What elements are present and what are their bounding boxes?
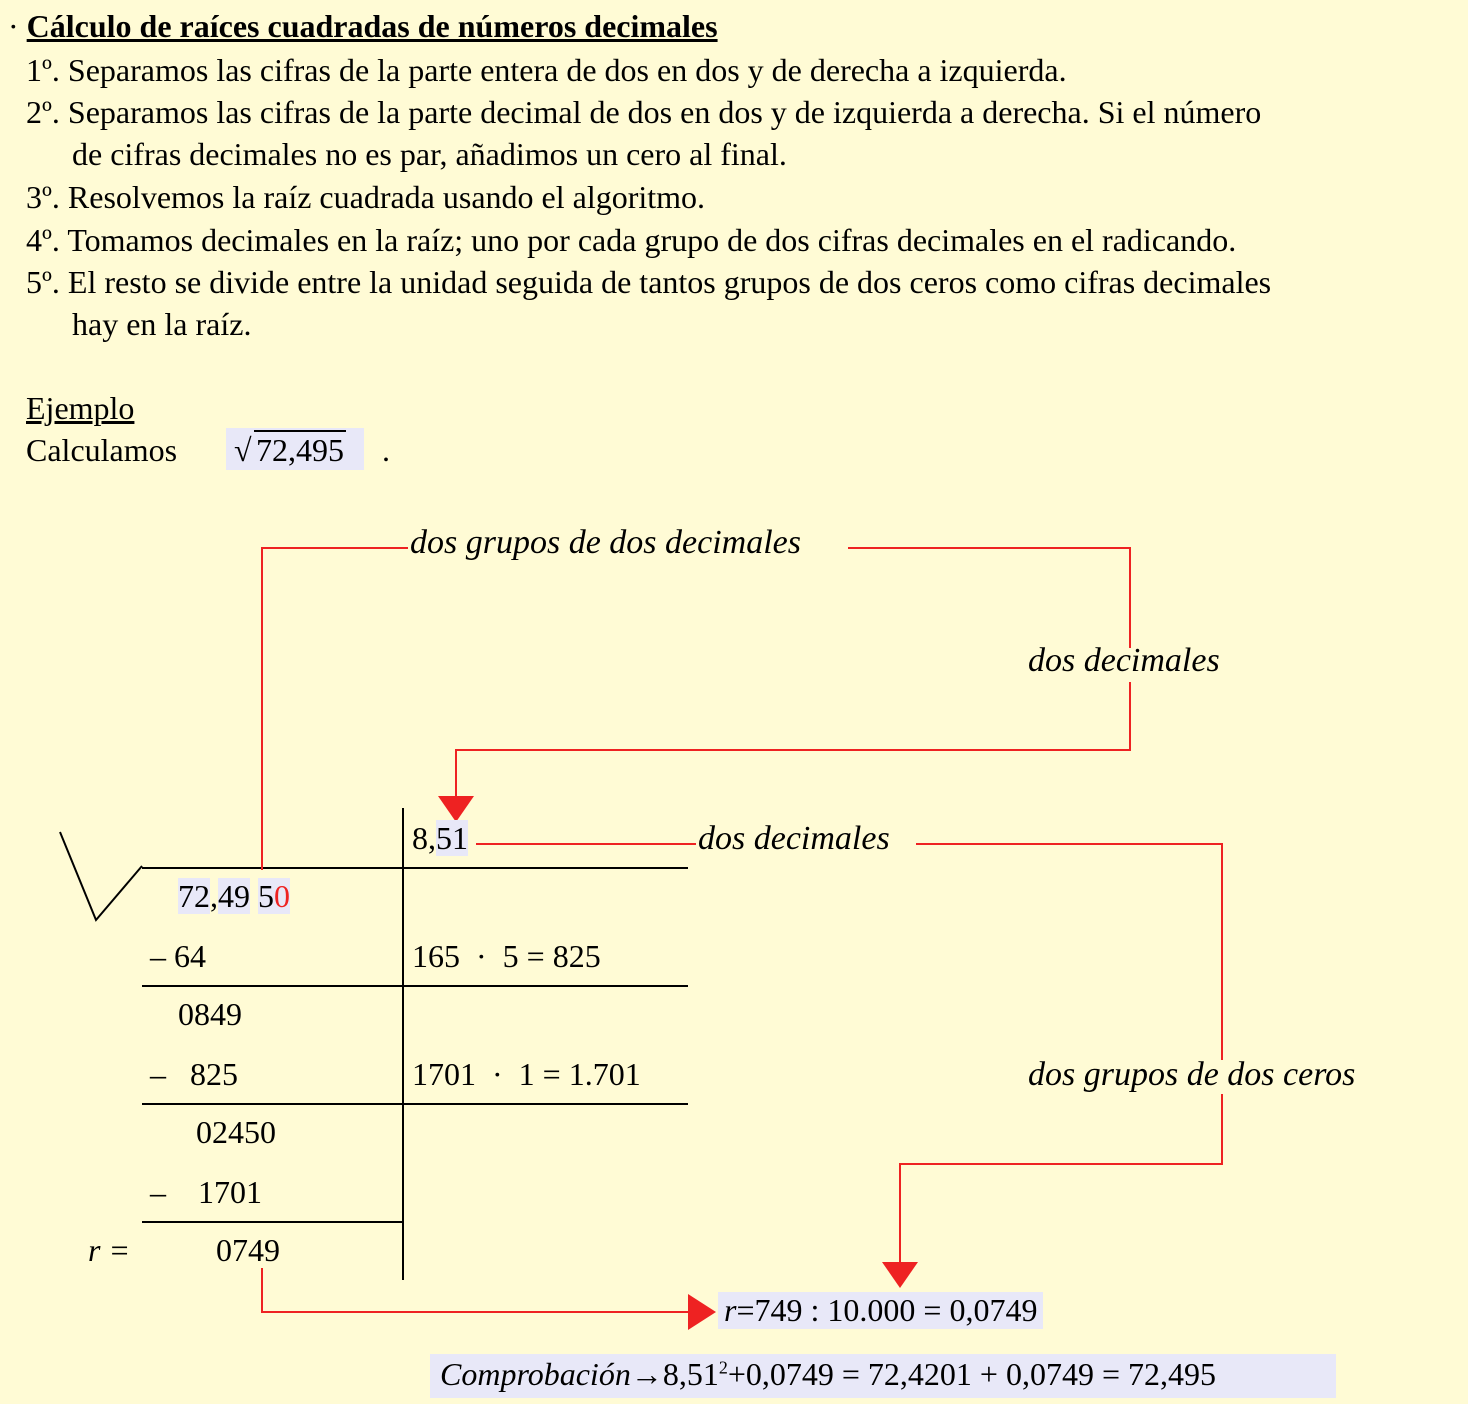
step-text: Resolvemos la raíz cuadrada usando el algoritmo. — [67, 179, 706, 215]
annotation-right-bottom: dos grupos de dos ceros — [1028, 1056, 1356, 1093]
result-r: r — [724, 1292, 737, 1328]
arrow-right-icon — [688, 1294, 716, 1330]
radicand-group: 72 — [178, 878, 210, 914]
page-title: Cálculo de raíces cuadradas de números decimales — [26, 8, 718, 44]
radicand-comma: , — [210, 878, 218, 914]
row-subtract-1701: – 1701 — [150, 1174, 262, 1210]
radicand-group-padded — [258, 878, 290, 914]
connector-right-top — [916, 844, 1222, 1060]
connector-top-right — [848, 548, 1130, 648]
step-number: 2º. — [26, 94, 60, 130]
row-0849: 0849 — [178, 996, 242, 1032]
remainder-label: r = — [88, 1232, 131, 1268]
example-radicand: 72,495 — [256, 432, 344, 468]
step-text: Tomamos decimales en la raíz; uno por cada grupo de dos cifras decimales en el radicando. — [67, 222, 1237, 258]
check-label: Comprobación — [440, 1356, 631, 1392]
connector-to-result — [900, 1094, 1222, 1262]
step-text: El resto se divide entre la unidad seguida de tantos grupos de dos ceros como cifras decimales — [67, 264, 1272, 300]
radical-icon: √ — [234, 432, 252, 468]
arrow-down-icon — [882, 1262, 918, 1288]
radicand-digit: 5 — [258, 878, 274, 914]
radicand-group: 49 — [218, 878, 250, 914]
check-base: 8,51 — [662, 1356, 719, 1392]
result-box — [718, 1292, 1043, 1329]
step-text: Separamos las cifras de la parte entera de dos en dos y de derecha a izquierda. — [67, 52, 1067, 88]
row-02450: 02450 — [196, 1114, 276, 1150]
row-subtract-64: – 64 — [150, 938, 206, 974]
row-remainder: 0749 — [216, 1232, 280, 1268]
annotation-root-side: dos decimales — [698, 820, 890, 857]
row-product-1: 165 · 5 = 825 — [412, 938, 601, 974]
radical-sign — [60, 832, 142, 920]
radicand-grouped — [178, 878, 290, 915]
step-number: 3º. — [26, 179, 60, 215]
check-rest: +0,0749 = 72,4201 + 0,0749 = 72,495 — [727, 1356, 1216, 1392]
row-subtract-825: – 825 — [150, 1056, 238, 1092]
check-box — [430, 1354, 1336, 1398]
step-text: Separamos las cifras de la parte decimal de dos en dos y de izquierda a derecha. Si el número — [67, 94, 1262, 130]
step-number: 1º. — [26, 52, 60, 88]
arrow-down-icon — [438, 796, 474, 822]
step-2-continued: de cifras decimales no es par, añadimos un cero al final. — [72, 136, 787, 172]
bullet: · — [8, 8, 19, 44]
example-intro: Calculamos — [26, 432, 178, 468]
connector-top-left — [262, 548, 408, 870]
example-period: . — [382, 432, 390, 468]
example-heading: Ejemplo — [26, 390, 135, 426]
check-exponent: 2 — [718, 1357, 728, 1378]
connector-to-root — [456, 682, 1130, 800]
step-5-continued: hay en la raíz. — [72, 306, 252, 342]
arrow-right-icon: → — [630, 1356, 663, 1392]
added-zero: 0 — [274, 878, 290, 914]
annotation-top: dos grupos de dos decimales — [410, 524, 801, 561]
root-value — [412, 820, 468, 857]
root-decimals: 51 — [436, 820, 468, 856]
row-product-2: 1701 · 1 = 1.701 — [412, 1056, 641, 1092]
result-expression: =749 : 10.000 = 0,0749 — [736, 1292, 1038, 1328]
step-number: 4º. — [26, 222, 60, 258]
step-number: 5º. — [26, 264, 60, 300]
connector-remainder — [262, 1268, 690, 1312]
annotation-right-top: dos decimales — [1028, 642, 1220, 679]
root-integer: 8, — [412, 820, 436, 856]
